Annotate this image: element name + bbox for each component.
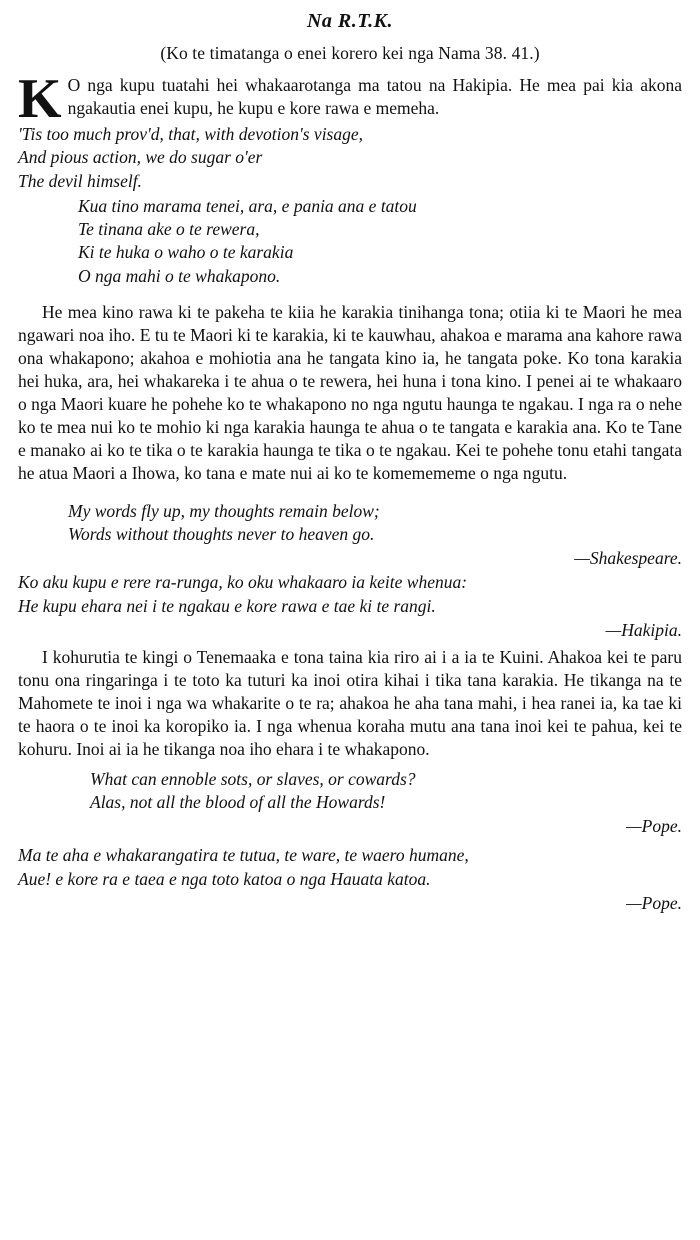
verse-line: Kua tino marama tenei, ara, e pania ana e tatou	[78, 195, 417, 216]
verse-maori-2	[18, 571, 682, 618]
verse-line: Te tinana ake o te rewera,	[78, 219, 260, 240]
verse-line: Words without thoughts never to heaven go.	[68, 524, 375, 545]
verse-line: Aue! e kore ra e taea e nga toto katoa o nga Hauata katoa.	[18, 868, 431, 889]
paragraph-2: I kohurutia te kingi o Tenemaaka e tona taina kia riro ai i a ia te Kuini. Ahakoa kei te paru tonu ona ringaringa i te toto ka tuturi ka inoi otira kihai i tika tana karakia. He tikanga na te Mahomete te inoi i nga wa whakarite o te ra; ahakoa he aha tana mahi, i hea ranei ia, ka tae ki te haora o te inoi ka koropiko ia. I nga whenua koraha mutu ana tana inoi kei te pahua, kei te kohuru. Inoi ai ia he tikanga noa iho ehara i te whakapono.	[18, 646, 682, 759]
attribution-hakipia: —Hakipia.	[605, 619, 682, 640]
verse-line: Alas, not all the blood of all the Howards!	[90, 792, 386, 813]
attribution-pope-2: —Pope.	[626, 892, 682, 913]
verse-line: My words fly up, my thoughts remain below;	[68, 500, 380, 521]
verse-english-2	[68, 500, 682, 547]
attribution-shakespeare: —Shakespeare.	[574, 548, 682, 569]
verse-maori-3	[18, 844, 682, 891]
page-title: Na R.T.K.	[306, 10, 393, 32]
verse-maori-1	[78, 195, 682, 288]
verse-line: And pious action, we do sugar o'er	[18, 147, 263, 168]
verse-english-1	[18, 123, 682, 193]
drop-cap: K	[18, 68, 62, 130]
verse-line: O nga mahi o te whakapono.	[78, 265, 281, 286]
page-subtitle: (Ko te timatanga o enei korero kei nga Nama 38. 41.)	[160, 43, 540, 63]
verse-line: Ki te huka o waho o te karakia	[78, 242, 294, 263]
paragraph-1: He mea kino rawa ki te pakeha te kiia he karakia tinihanga tona; otiia ki te Maori he mea ngawari noa iho. E tu te Maori ki te karakia, ki te kauwhau, ahakoa e marama ana kahore rawa ona whakapono; akahoa e mohiotia ana he tangata kino ia, he tangata poke. Ko tona karakia hei huka, ara, hei whakareka i te ahua o te rewera, hei huna i tona kino. I penei ai te whakaaro o nga Maori kuare he pohehe ko te whakapono no nga ngutu haunga te ngakau. I nga ra o nehe ko te mea nui ko te mohio ki nga karakia haunga te ahua o te tangata e karakia ana. Ko te Tane e manako ai ko te tika o te karakia haunga te tika o te ngakau. Kei te pohehe tonu etahi tangata he atua Maori a Ihowa, ko tana e mate nui ai ko te komemememe o nga ngutu.	[18, 301, 682, 483]
verse-line: The devil himself.	[18, 170, 142, 191]
verse-line: 'Tis too much prov'd, that, with devotion's visage,	[18, 124, 364, 144]
opening-paragraph-text: O nga kupu tuatahi hei whakaarotanga ma tatou na Hakipia. He mea pai kia akona ngakautia enei kupu, he kupu e kore rawa e memeha.	[67, 75, 682, 119]
verse-english-3	[90, 768, 682, 815]
verse-line: Ko aku kupu e rere ra-runga, ko oku whakaaro ia keite whenua:	[18, 572, 468, 593]
opening-paragraph	[18, 68, 682, 130]
verse-line: Ma te aha e whakarangatira te tutua, te ware, te waero humane,	[18, 845, 469, 866]
attribution-pope-1: —Pope.	[626, 816, 682, 837]
verse-line: He kupu ehara nei i te ngakau e kore rawa e tae ki te rangi.	[18, 595, 436, 616]
verse-line: What can ennoble sots, or slaves, or cowards?	[90, 768, 416, 789]
